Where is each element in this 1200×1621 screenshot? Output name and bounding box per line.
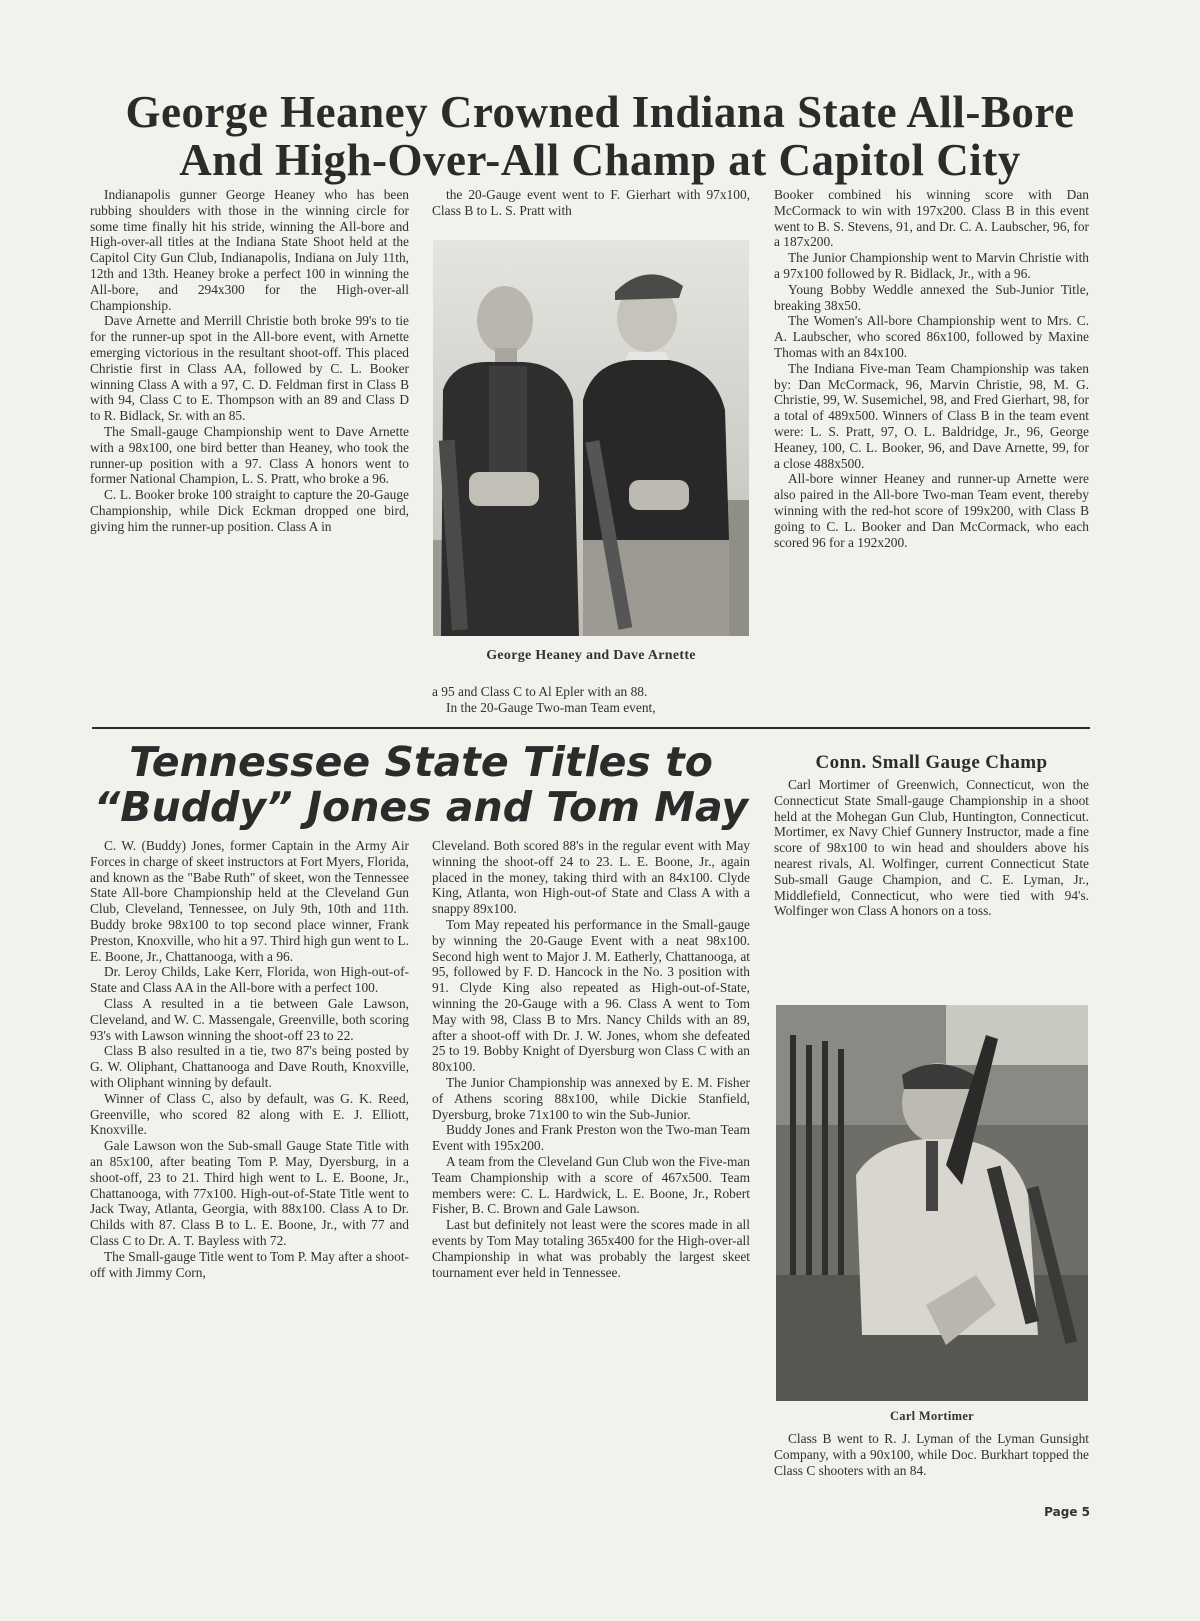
paragraph: Class B went to R. J. Lyman of the Lyman Gunsight Company, with a 90x100, while Doc. Burkhart topped the Class C shooters with an 84. <box>774 1431 1089 1478</box>
article3-body-bottom <box>774 1431 1089 1478</box>
section-divider <box>92 727 1090 729</box>
heaney-arnette-photo <box>433 240 749 636</box>
paragraph: Booker combined his winning score with Dan McCormack to win with 197x200. Class B in this event went to B. S. Stevens, 91, and Dr. C. A. Laubscher, 96, for a 187x200. <box>774 187 1089 250</box>
photo-caption: Carl Mortimer <box>889 1409 975 1423</box>
paragraph: Carl Mortimer of Greenwich, Connecticut, won the Connecticut State Small-gauge Championship in a shoot held at the Mohegan Gun Club, Huntington, Connecticut. Mortimer, ex Navy Chief Gunnery Instructor, made a fine score of 98x100 to win head and shoulders above his nearest rivals, Al. Wolfinger, current Connecticut State Sub-small Gauge Champion, and C. E. Lyman, Jr., Middlefield, Connecticut, who were tied with 94's. Wolfinger won Class A honors on a toss. <box>774 777 1089 919</box>
paragraph: C. W. (Buddy) Jones, former Captain in the Army Air Forces in charge of skeet instructors at Fort Myers, Florida, and known as the "Babe Ruth" of skeet, won the Tennessee State All-bore Championship held at the Cleveland Gun Club, Cleveland, Tennessee, on July 9th, 10th and 11th. Buddy broke 98x100 to top second place winner, Frank Preston, Knoxville, who hit a 97. Third high gun went to L. E. Boone, Jr., Chattanooga, with a 96. <box>90 838 409 964</box>
paragraph: Class A resulted in a tie between Gale Lawson, Cleveland, and W. C. Massengale, Greenville, both scoring 93's with Lawson winning the shoot-off 23 to 22. <box>90 995 409 1043</box>
paragraph: Young Bobby Weddle annexed the Sub-Junior Title, breaking 38x50. <box>774 281 1089 313</box>
article1-column-2-top <box>432 187 750 219</box>
article1-column-2-bottom <box>432 684 750 716</box>
article3-headline: Conn. Small Gauge Champ <box>815 752 1048 773</box>
article1-headline <box>60 88 1140 184</box>
paragraph: A team from the Cleveland Gun Club won the Five-man Team Championship with a score of 467x500. Team members were: C. L. Hardwick, L. E. Boone, Jr., Robert Fisher, B. C. Brown and Gale Lawson. <box>432 1153 750 1217</box>
paragraph: The Small-gauge Championship went to Dave Arnette with a 98x100, one bird better than Heaney, who took the runner-up position with a 97. Class A honors went to former National Champion, L. S. Pratt, who broke a 96. <box>90 423 409 487</box>
article1-headline-line2: And High-Over-All Champ at Capitol City <box>179 135 1021 185</box>
paragraph: Dave Arnette and Merrill Christie both broke 99's to tie for the runner-up spot in the All-bore event, with Arnette emerging victorious in the resultant shoot-off. This placed Christie first in Class AA, followed by C. L. Booker winning Class A with a 97, C. D. Feldman first in Class B with 94, Class C to E. Thompson with an 89 and Class D to R. Bidlack, Sr. with an 85. <box>90 313 409 424</box>
photo-caption: George Heaney and Dave Arnette <box>486 648 696 663</box>
paragraph: All-bore winner Heaney and runner-up Arnette were also paired in the All-bore Two-man Team event, thereby winning with the red-hot score of 199x200, with Class B going to C. L. Booker and Dan McCormack, who each scored 96 for a 192x200. <box>774 471 1089 550</box>
paragraph: The Junior Championship went to Marvin Christie with a 97x100 followed by R. Bidlack, Jr., with a 96. <box>774 250 1089 281</box>
paragraph: the 20-Gauge event went to F. Gierhart with 97x100, Class B to L. S. Pratt with <box>432 187 750 218</box>
paragraph: The Indiana Five-man Team Championship was taken by: Dan McCormack, 96, Marvin Christie, 98, M. G. Christie, 99, W. Susemichel, 98, and Fred Gierhart, 98, for a total of 489x500. Winners of Class B in the team event were: L. S. Pratt, 97, O. L. Baldridge, Jr., 96, George Heaney, 100, C. L. Booker, 96, and Dave Arnette, 99, for a close 488x500. <box>774 360 1089 471</box>
paragraph: C. L. Booker broke 100 straight to capture the 20-Gauge Championship, while Dick Eckman dropped one bird, giving him the runner-up position. Class A in <box>90 487 409 534</box>
article2-headline-line2: “Buddy” Jones and Tom May <box>93 783 749 831</box>
paragraph: Tom May repeated his performance in the Small-gauge by winning the 20-Gauge Event with a neat 98x100. Second high went to Major J. M. Eatherly, Chattanooga, at 95, followed by F. D. Hancock in the No. 3 position with 91. Clyde King also repeated as High-out-of-State, winning the 20-Gauge with a 96. Class A went to Tom May with 98, Class B to Mrs. Nancy Childs with an 89, after a shoot-off with Dr. J. W. Jones, whom she defeated 25 to 19. Bobby Knight of Dyersburg won Class C with an 80x100. <box>432 916 750 1075</box>
paragraph: Indianapolis gunner George Heaney who has been rubbing shoulders with those in the winning circle for some time finally hit his stride, winning the All-bore and High-over-all titles at the Indiana State Shoot held at the Capitol City Gun Club, Indianapolis, Indiana on July 11th, 12th and 13th. Heaney broke a perfect 100 in winning the All-bore, and 294x300 for the High-over-all Championship. <box>90 187 409 313</box>
article1-headline-line1: George Heaney Crowned Indiana State All-Bore <box>125 87 1075 137</box>
article2-headline <box>92 740 750 830</box>
paragraph: a 95 and Class C to Al Epler with an 88. <box>432 684 648 699</box>
paragraph: Buddy Jones and Frank Preston won the Two-man Team Event with 195x200. <box>432 1122 750 1154</box>
paragraph: The Junior Championship was annexed by E. M. Fisher of Athens scoring 88x100, while Dickie Stanfield, Dyersburg, broke 71x100 to win the Sub-Junior. <box>432 1074 750 1122</box>
page-number: Page 5 <box>1044 1505 1090 1519</box>
paragraph: Gale Lawson won the Sub-small Gauge State Title with an 85x100, after beating Tom P. May, Dyersburg, in a shoot-off, 23 to 21. Third high went to L. E. Boone, Jr., Chattanooga, with 77x100. High-out-of-State Title went to Jack Tway, Atlanta, Georgia, with 88x100. Class A to Dr. Childs with 87. Class B to L. E. Boone, Jr., with 77 and Class C to Dr. A. T. Bayless with 72. <box>90 1138 409 1248</box>
paragraph: Cleveland. Both scored 88's in the regular event with May winning the shoot-off 24 to 23. L. E. Boone, Jr., again placed in the money, taking third with an 84x100. Clyde King, Atlanta, won High-out-of State and Class A with a snappy 89x100. <box>432 838 750 917</box>
paragraph: Winner of Class C, also by default, was G. K. Reed, Greenville, who scored 82 along with E. J. Elliott, Knoxville. <box>90 1090 409 1138</box>
mortimer-photo <box>776 1005 1088 1401</box>
paragraph: The Women's All-bore Championship went to Mrs. C. A. Laubscher, who scored 86x100, followed by Maxine Thomas with an 84x100. <box>774 313 1089 360</box>
paragraph: The Small-gauge Title went to Tom P. May after a shoot-off with Jimmy Corn, <box>90 1248 409 1280</box>
article2-column-1 <box>90 838 409 1280</box>
photo-image <box>433 240 749 636</box>
article2-headline-line1: Tennessee State Titles to <box>129 738 713 786</box>
paragraph: In the 20-Gauge Two-man Team event, <box>446 699 656 715</box>
paragraph: Dr. Leroy Childs, Lake Kerr, Florida, won High-out-of-State and Class AA in the All-bore with a perfect 100. <box>90 964 409 996</box>
article1-column-1 <box>90 187 409 535</box>
photo-image <box>776 1005 1088 1401</box>
paragraph: Last but definitely not least were the scores made in all events by Tom May totaling 365x400 for the High-over-all Championship in what was probably the largest skeet tournament ever held in Tennessee. <box>432 1217 750 1280</box>
article2-column-2 <box>432 838 750 1280</box>
article3-body-top <box>774 777 1089 919</box>
paragraph: Class B also resulted in a tie, two 87's being posted by G. W. Oliphant, Chattanooga and Dave Routh, Knoxville, with Oliphant winning by default. <box>90 1043 409 1090</box>
article1-column-3 <box>774 187 1089 550</box>
